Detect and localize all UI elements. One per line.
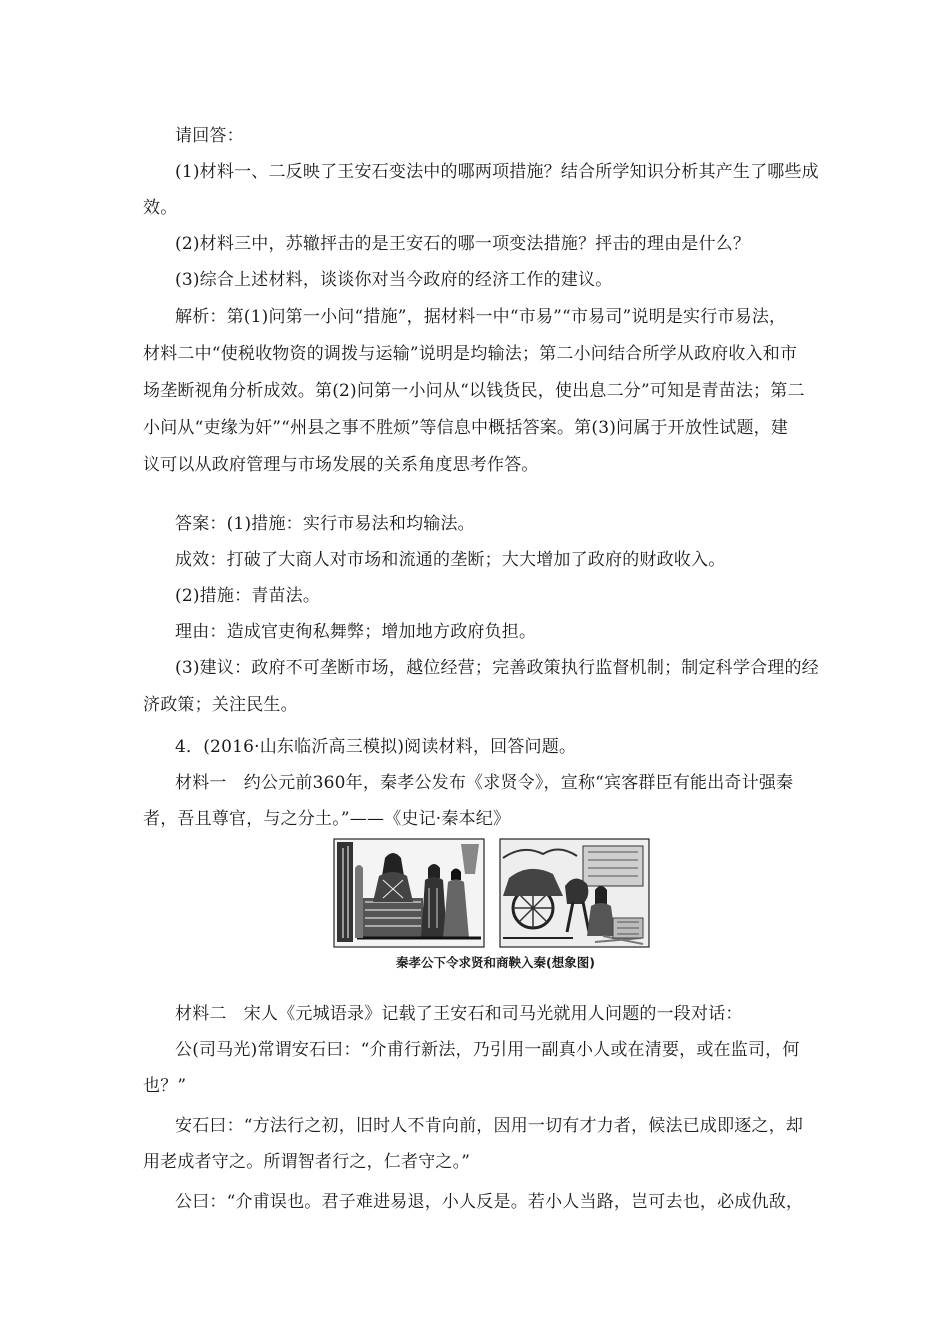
question-3: (3)综合上述材料，谈谈你对当今政府的经济工作的建议。 xyxy=(175,270,613,290)
material-1-line-1: 材料一 约公元前360年，秦孝公发布《求贤令》，宣称“宾客群臣有能出奇计强秦 xyxy=(175,773,794,793)
answer-3-line-1: (3)建议：政府不可垄断市场，越位经营；完善政策执行监督机制；制定科学合理的经 xyxy=(175,658,819,678)
prompt-line: 请回答： xyxy=(175,126,244,146)
question-4-heading: 4．(2016·山东临沂高三模拟)阅读材料，回答问题。 xyxy=(175,737,577,757)
material-2-intro: 材料二 宋人《元城语录》记载了王安石和司马光就用人问题的一段对话： xyxy=(175,1004,743,1024)
answer-2-measure: (2)措施：青苗法。 xyxy=(175,586,321,606)
question-2: (2)材料三中，苏辙抨击的是王安石的哪一项变法措施？抨击的理由是什么？ xyxy=(175,234,751,254)
question-1-line-1: (1)材料一、二反映了王安石变法中的哪两项措施？结合所学知识分析其产生了哪些成 xyxy=(175,162,819,182)
court-scene xyxy=(334,839,484,947)
answer-3-line-2: 济政策；关注民生。 xyxy=(143,695,298,715)
dialogue-sima-1-line-1: 公(司马光)常谓安石曰：“介甫行新法，乃引用一副真小人或在清要，或在监司，何 xyxy=(175,1040,800,1060)
material-1-line-2: 者，吾且尊官，与之分土。”——《史记·秦本纪》 xyxy=(143,809,511,829)
analysis-line-2: 材料二中“使税收物资的调拨与运输”说明是均输法；第二小问结合所学从政府收入和市 xyxy=(143,344,798,364)
dialogue-sima-2-line-1: 公曰：“介甫误也。君子难进易退，小人反是。若小人当路，岂可去也，必成仇敌， xyxy=(175,1192,804,1212)
analysis-line-3: 场垄断视角分析成效。第(2)问第一小问从“以钱货民，使出息二分”可知是青苗法；第二 xyxy=(143,381,805,401)
figure-caption: 秦孝公下令求贤和商鞅入秦(想象图) xyxy=(396,955,595,970)
question-1-line-2: 效。 xyxy=(143,198,178,218)
dialogue-wang-line-1: 安石曰：“方法行之初，旧时人不肯向前，因用一切有才力者，候法已成即逐之，却 xyxy=(175,1116,804,1136)
answer-1-measures: 答案：(1)措施：实行市易法和均输法。 xyxy=(175,514,475,534)
dialogue-wang-line-2: 用老成者守之。所谓智者行之，仁者守之。” xyxy=(143,1152,471,1172)
journey-scene xyxy=(500,839,649,947)
analysis-line-4: 小问从“吏缘为奸”“州县之事不胜烦”等信息中概括答案。第(3)问属于开放性试题，建 xyxy=(143,418,789,438)
answer-1-effects: 成效：打破了大商人对市场和流通的垄断；大大增加了政府的财政收入。 xyxy=(175,550,726,570)
analysis-line-5: 议可以从政府管理与市场发展的关系角度思考作答。 xyxy=(143,455,539,475)
analysis-line-1: 解析：第(1)问第一小问“措施”，据材料一中“市易”“市易司”说明是实行市易法， xyxy=(175,307,787,327)
answer-2-reason: 理由：造成官吏徇私舞弊；增加地方政府负担。 xyxy=(175,622,537,642)
dialogue-sima-1-line-2: 也？” xyxy=(143,1076,187,1096)
historical-illustration xyxy=(333,838,650,948)
